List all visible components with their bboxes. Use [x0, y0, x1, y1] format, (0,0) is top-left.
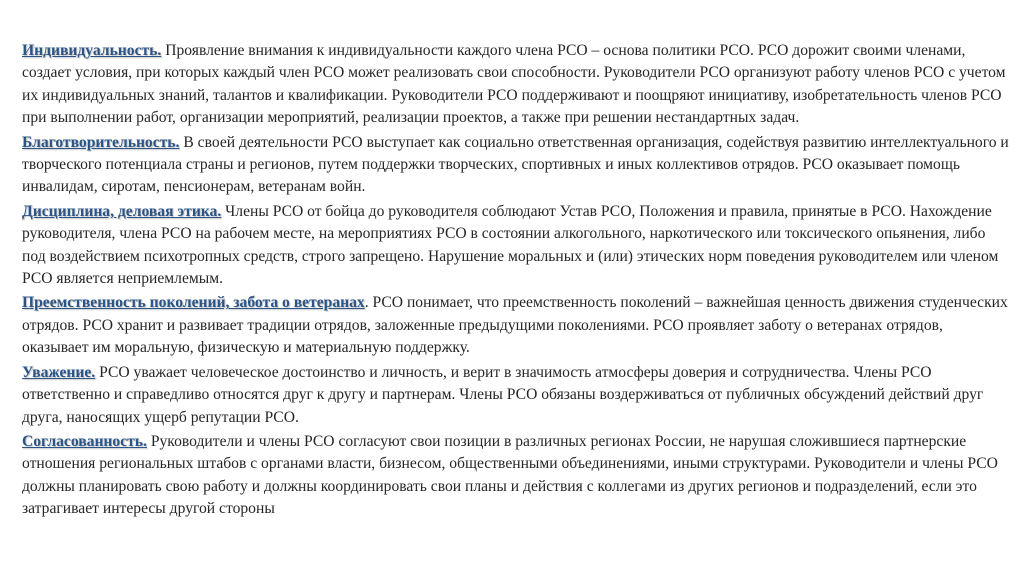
term-individuality: Индивидуальность.: [22, 42, 162, 59]
paragraph-coordination: [22, 431, 1012, 521]
term-coordination: Согласованность.: [22, 432, 147, 450]
text-discipline: Члены РСО от бойца до руководителя соблюдают Устав РСО, Положения и правила, принятые в РСО. Нахождение руководителя, члена РСО на рабочем месте, на мероприятиях РСО в состоянии алкогольного, наркотического или токсического опьянения, либо под воздействием психотропных средств, строго запрещено. Нарушение моральных и (или) этических норм поведения руководителем или членом РСО является неприемлемым.: [22, 202, 999, 288]
paragraph-succession: [22, 292, 1012, 359]
slide-content: [22, 40, 1012, 523]
paragraph-discipline: [22, 201, 1012, 291]
text-individuality: Проявление внимания к индивидуальности каждого члена РСО – основа политики РСО. РСО дорожит своими членами, создает условия, при которых каждый член РСО может реализовать свои способности. Руководители РСО организуют работу членов РСО с учетом их индивидуальных знаний, талантов и квалификации. Руководители РСО поддерживают и поощряют инициативу, изобретательность членов РСО при выполнении работ, организации мероприятий, реализации проектов, а также при решении нестандартных задач.: [22, 42, 1006, 127]
term-charity: Благотворительность.: [22, 133, 180, 151]
term-discipline: Дисциплина, деловая этика.: [22, 202, 222, 220]
text-coordination: Руководители и члены РСО согласуют свои позиции в различных регионах России, не нарушая сложившиеся партнерские отношения региональных штабов с органами власти, бизнесом, общественными объединениями, иными структурами. Руководители и члены РСО должны планировать свою работу и должны координировать свои планы и действия с коллегами из других регионов и подразделений, если это затрагивает интересы другой стороны: [22, 432, 998, 518]
text-respect: РСО уважает человеческое достоинство и личность, и верит в значимость атмосферы доверия и сотрудничества. Члены РСО ответственно и справедливо относятся друг к другу и партнерам. Члены РСО обязаны воздерживаться от публичных обсуждений действий друг друга, наносящих ущерб репутации РСО.: [22, 363, 984, 426]
term-respect: Уважение.: [22, 363, 96, 381]
paragraph-respect: [22, 362, 1012, 429]
text-succession: . РСО понимает, что преемственность поколений – важнейшая ценность движения студенческих отрядов. РСО хранит и развивает традиции отрядов, заложенные предыдущими поколениями. РСО проявляет заботу о ветеранах отрядов, оказывает им моральную, физическую и материальную поддержку.: [22, 294, 1008, 357]
paragraph-charity: [22, 132, 1012, 199]
term-succession: Преемственность поколений, забота о ветеранах: [22, 294, 365, 312]
text-charity: В своей деятельности РСО выступает как социально ответственная организация, содействуя развитию интеллектуального и творческого потенциала страны и регионов, путем поддержки творческих, спортивных и иных коллективов отрядов. РСО оказывает помощь инвалидам, сиротам, пенсионерам, ветеранам войн.: [22, 133, 1009, 196]
paragraph-individuality: [22, 40, 1012, 130]
